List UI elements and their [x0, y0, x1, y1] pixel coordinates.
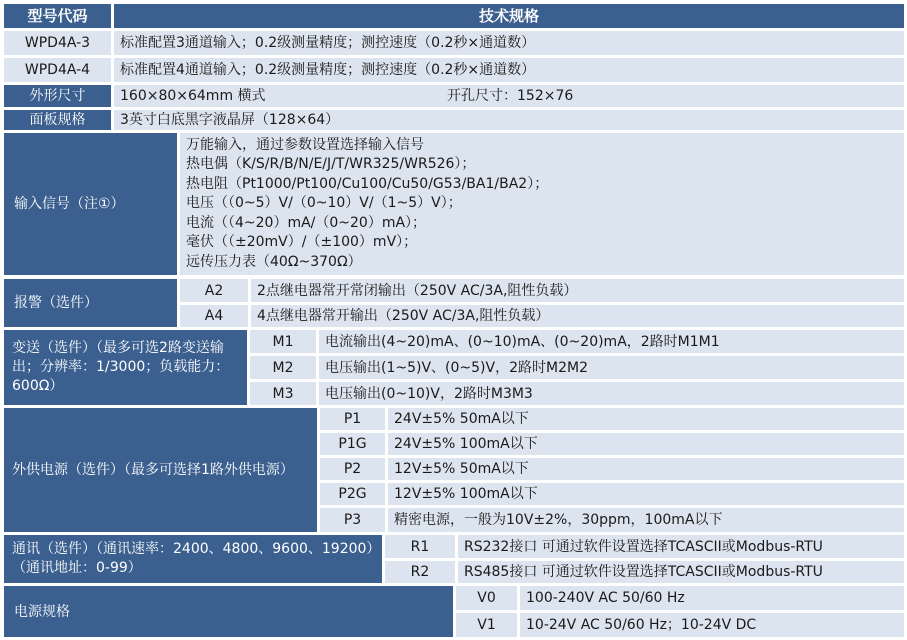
power-supply-code-cell: P1	[320, 408, 385, 430]
dimensions-label: 外形尺寸	[4, 85, 111, 107]
power-supply-code-cell: P3	[320, 508, 385, 532]
power-code-cell: V1	[456, 613, 517, 637]
alarm-desc-cell: 4点继电器常开输出（250V AC/3A,阻性负载）	[251, 305, 904, 327]
dimensions-cell	[114, 85, 904, 107]
transmit-desc-cell: 电压输出(0~10)V，2路时M3M3	[319, 382, 904, 405]
power-supply-desc-cell: 24V±5% 100mA以下	[388, 433, 904, 455]
alarm-code-cell: A4	[180, 305, 248, 327]
model-code-cell: WPD4A-3	[4, 31, 111, 55]
power-supply-desc-cell: 24V±5% 50mA以下	[388, 408, 904, 430]
input-line: 毫伏（（±20mV）/（±100）mV）；	[186, 234, 418, 251]
input-line: 热电偶（K/S/R/B/N/E/J/T/WR325/WR526）；	[186, 156, 476, 173]
comm-code-cell: R2	[385, 561, 455, 583]
transmit-code-cell: M3	[250, 382, 316, 405]
input-signal-label: 输入信号（注①）	[4, 133, 177, 275]
power-supply-desc-cell: 12V±5% 50mA以下	[388, 458, 904, 480]
comm-code-cell: R1	[385, 535, 455, 558]
power-supply-code-cell: P2	[320, 458, 385, 480]
input-signal-spec	[180, 133, 904, 275]
power-supply-desc-cell: 12V±5% 100mA以下	[388, 483, 904, 505]
model-spec-cell: 标准配置3通道输入；0.2级测量精度；测控速度（0.2秒×通道数）	[114, 31, 904, 55]
header-tech-spec: 技术规格	[114, 4, 904, 28]
comm-desc-cell: RS232接口 可通过软件设置选择TCASCII或Modbus-RTU	[458, 535, 904, 558]
comm-label: 通讯（选件）（通讯速率：2400、4800、9600、19200）（通讯地址：0-99）	[4, 535, 382, 583]
alarm-label: 报警（选件）	[4, 279, 177, 327]
power-code-cell: V0	[456, 586, 517, 610]
power-desc-cell: 10-24V AC 50/60 Hz；10-24V DC	[520, 613, 904, 637]
power-spec-label: 电源规格	[4, 586, 453, 637]
input-line: 电流（（4~20）mA/（0~20）mA）；	[186, 214, 427, 231]
power-supply-code-cell: P1G	[320, 433, 385, 455]
cutout-value: 开孔尺寸：152×76	[447, 88, 574, 104]
transmit-desc-cell: 电流输出(4~20)mA、(0~10)mA、(0~20)mA，2路时M1M1	[319, 330, 904, 353]
power-supply-code-cell: P2G	[320, 483, 385, 505]
transmit-label: 变送（选件）（最多可选2路变送输出；分辨率：1/3000；负载能力：600Ω）	[4, 330, 247, 405]
transmit-code-cell: M2	[250, 356, 316, 379]
input-line: 远传压力表（40Ω~370Ω）	[186, 253, 362, 270]
power-desc-cell: 100-240V AC 50/60 Hz	[520, 586, 904, 610]
transmit-code-cell: M1	[250, 330, 316, 353]
panel-label: 面板规格	[4, 110, 111, 130]
input-line: 电压（（0~5）V/（0~10）V/（1~5）V）；	[186, 195, 462, 212]
alarm-desc-cell: 2点继电器常开常闭输出（250V AC/3A,阻性负载）	[251, 279, 904, 302]
input-line: 万能输入，通过参数设置选择输入信号	[186, 136, 424, 153]
power-supply-desc-cell: 精密电源，一般为10V±2%，30ppm，100mA以下	[388, 508, 904, 532]
dimensions-value: 160×80×64mm 横式	[120, 88, 266, 104]
model-code-cell: WPD4A-4	[4, 58, 111, 82]
input-line: 热电阻（Pt1000/Pt100/Cu100/Cu50/G53/BA1/BA2）；	[186, 175, 549, 192]
panel-value: 3英寸白底黑字液晶屏（128×64）	[114, 110, 904, 130]
comm-desc-cell: RS485接口 可通过软件设置选择TCASCII或Modbus-RTU	[458, 561, 904, 583]
model-spec-cell: 标准配置4通道输入；0.2级测量精度；测控速度（0.2秒×通道数）	[114, 58, 904, 82]
alarm-code-cell: A2	[180, 279, 248, 302]
header-model-code: 型号代码	[4, 4, 111, 28]
power-supply-label: 外供电源（选件）（最多可选择1路外供电源）	[4, 408, 317, 532]
transmit-desc-cell: 电压输出(1~5)V、(0~5)V，2路时M2M2	[319, 356, 904, 379]
